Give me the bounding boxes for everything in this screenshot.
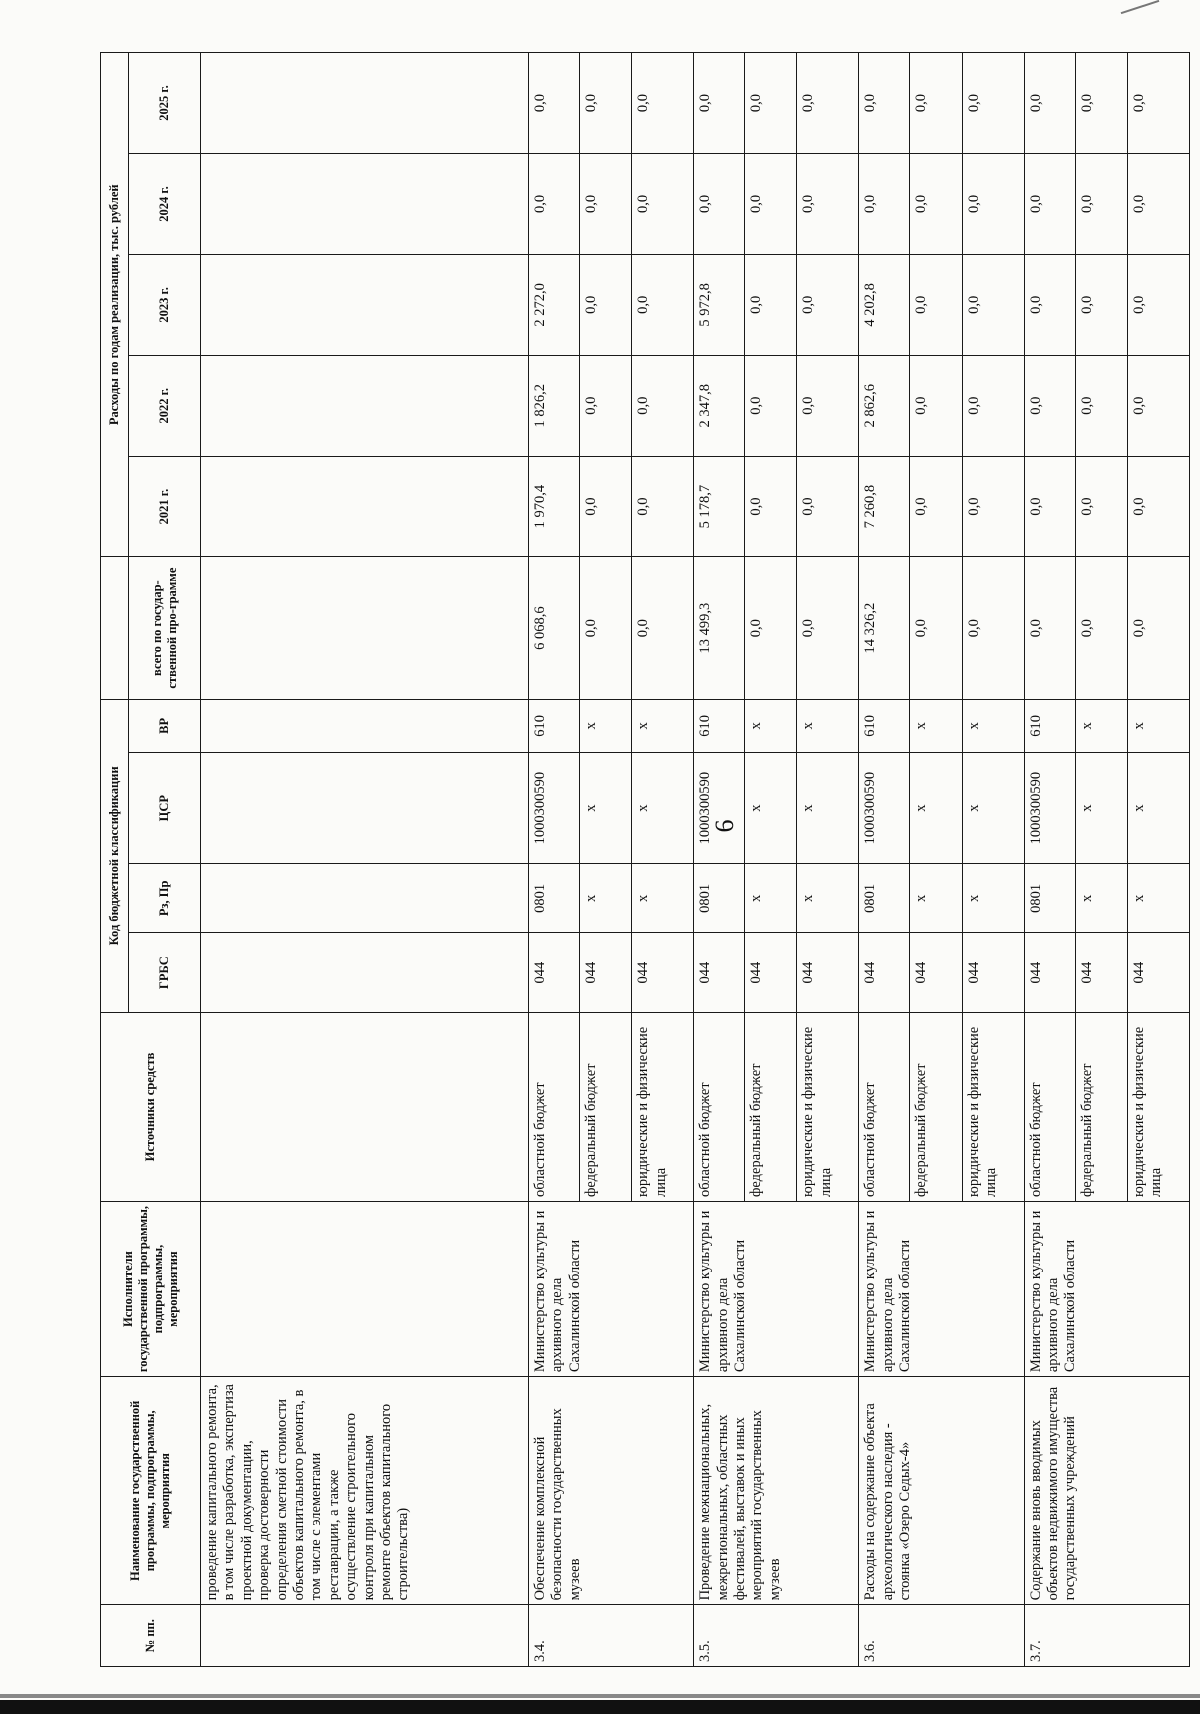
y2024-cell: 0,0 [1024, 154, 1075, 255]
page-number: 6 [710, 819, 739, 833]
source-cell: федеральный бюджет [1075, 1012, 1127, 1201]
grbs-cell: 044 [962, 933, 1024, 1013]
y2024-cell: 0,0 [962, 154, 1024, 255]
y2022-cell: 0,0 [745, 355, 797, 456]
total-cell: 0,0 [580, 557, 632, 699]
y2023-cell: 5 972,8 [694, 254, 745, 355]
csr-cell: х [1127, 752, 1189, 863]
table-row [859, 53, 910, 1667]
scan-mark [1121, 0, 1160, 14]
grbs-cell: 044 [529, 933, 580, 1013]
y2021-cell: 0,0 [1127, 456, 1189, 557]
total-cell: 6 068,6 [529, 557, 580, 699]
header-executor: Исполнители государственной программы, подпрограммы, мероприятия [101, 1201, 201, 1376]
y2021-cell: 0,0 [1024, 456, 1075, 557]
y2024-cell: 0,0 [1075, 154, 1127, 255]
header-2025: 2025 г. [129, 53, 201, 154]
y2025-cell: 0,0 [580, 53, 632, 154]
y2021-cell: 0,0 [745, 456, 797, 557]
header-source: Источники средств [101, 1012, 201, 1201]
y2023-cell: 0,0 [632, 254, 694, 355]
csr-cell: 1000300590 [529, 752, 580, 863]
grbs-cell: 044 [580, 933, 632, 1013]
y2021-cell: 7 260,8 [859, 456, 910, 557]
csr-cell: 1000300590 [694, 752, 745, 863]
header-csr: ЦСР [129, 752, 201, 863]
rzpr-cell: х [910, 864, 962, 933]
activity-name: Обеспечение комплексной безопасности государственных музеев [529, 1377, 694, 1605]
vr-cell: х [1075, 699, 1127, 752]
y2021-cell: 5 178,7 [694, 456, 745, 557]
y2024-cell: 0,0 [632, 154, 694, 255]
y2022-cell: 0,0 [1075, 355, 1127, 456]
vr-cell: 610 [1024, 699, 1075, 752]
y2025-cell: 0,0 [1075, 53, 1127, 154]
executor-name: Министерство культуры и архивного дела Сахалинской области [859, 1201, 1024, 1376]
y2025-cell: 0,0 [962, 53, 1024, 154]
scan-edge-shadow [0, 1694, 1200, 1698]
table-header [101, 53, 201, 1667]
rzpr-cell: х [962, 864, 1024, 933]
y2025-cell: 0,0 [1127, 53, 1189, 154]
y2022-cell: 2 347,8 [694, 355, 745, 456]
table-row [1024, 53, 1075, 1667]
source-cell: федеральный бюджет [745, 1012, 797, 1201]
y2024-cell: 0,0 [859, 154, 910, 255]
total-cell: 0,0 [745, 557, 797, 699]
y2023-cell: 0,0 [745, 254, 797, 355]
y2021-cell: 0,0 [910, 456, 962, 557]
source-cell: областной бюджет [859, 1012, 910, 1201]
vr-cell: 610 [694, 699, 745, 752]
rzpr-cell: х [1127, 864, 1189, 933]
activity-name: Проведение межнациональных, межрегиональных, областных фестивалей, выставок и иных мероприятий государственных музеев [694, 1377, 859, 1605]
grbs-cell: 044 [1127, 933, 1189, 1013]
header-budget-code: Код бюджетной классификации [101, 699, 129, 1012]
executor-name: Министерство культуры и архивного дела Сахалинской области [694, 1201, 859, 1376]
y2022-cell: 0,0 [797, 355, 859, 456]
total-cell: 0,0 [1127, 557, 1189, 699]
y2025-cell: 0,0 [859, 53, 910, 154]
source-cell: юридические и физические лица [797, 1012, 859, 1201]
total-cell: 0,0 [910, 557, 962, 699]
header-2021: 2021 г. [129, 456, 201, 557]
source-cell: федеральный бюджет [910, 1012, 962, 1201]
y2024-cell: 0,0 [529, 154, 580, 255]
header-total: всего по государ-ственной про-грамме [129, 557, 201, 699]
y2023-cell: 0,0 [580, 254, 632, 355]
csr-cell: х [910, 752, 962, 863]
header-num: № пп. [101, 1605, 201, 1667]
vr-cell: х [745, 699, 797, 752]
header-grbs: ГРБС [129, 933, 201, 1013]
y2023-cell: 2 272,0 [529, 254, 580, 355]
y2022-cell: 0,0 [632, 355, 694, 456]
total-cell: 0,0 [1024, 557, 1075, 699]
total-cell: 0,0 [1075, 557, 1127, 699]
y2021-cell: 0,0 [580, 456, 632, 557]
vr-cell: 610 [859, 699, 910, 752]
y2021-cell: 0,0 [632, 456, 694, 557]
vr-cell: х [632, 699, 694, 752]
grbs-cell: 044 [1075, 933, 1127, 1013]
header-name: Наименование государственной программы, подпрограммы, мероприятия [101, 1377, 201, 1605]
table-row [694, 53, 745, 1667]
grbs-cell: 044 [632, 933, 694, 1013]
csr-cell: 1000300590 [859, 752, 910, 863]
source-cell: юридические и физические лица [962, 1012, 1024, 1201]
y2022-cell: 0,0 [962, 355, 1024, 456]
header-rzpr: Рз, Пр [129, 864, 201, 933]
y2022-cell: 0,0 [910, 355, 962, 456]
y2023-cell: 0,0 [962, 254, 1024, 355]
y2022-cell: 0,0 [1127, 355, 1189, 456]
vr-cell: 610 [529, 699, 580, 752]
header-vr: ВР [129, 699, 201, 752]
csr-cell: х [797, 752, 859, 863]
y2025-cell: 0,0 [694, 53, 745, 154]
total-cell: 14 326,2 [859, 557, 910, 699]
total-cell: 0,0 [632, 557, 694, 699]
header-2024: 2024 г. [129, 154, 201, 255]
y2022-cell: 2 862,6 [859, 355, 910, 456]
rzpr-cell: 0801 [1024, 864, 1075, 933]
csr-cell: х [580, 752, 632, 863]
activity-name: Расходы на содержание объекта археологического наследия - стоянка «Озеро Седых-4» [859, 1377, 1024, 1605]
rzpr-cell: 0801 [859, 864, 910, 933]
csr-cell: х [632, 752, 694, 863]
rzpr-cell: х [632, 864, 694, 933]
vr-cell: х [962, 699, 1024, 752]
header-2023: 2023 г. [129, 254, 201, 355]
y2024-cell: 0,0 [1127, 154, 1189, 255]
grbs-cell: 044 [797, 933, 859, 1013]
y2021-cell: 1 970,4 [529, 456, 580, 557]
rzpr-cell: х [745, 864, 797, 933]
y2021-cell: 0,0 [797, 456, 859, 557]
y2023-cell: 0,0 [1127, 254, 1189, 355]
total-cell: 13 499,3 [694, 557, 745, 699]
rzpr-cell: 0801 [694, 864, 745, 933]
activity-name: Содержание вновь вводимых объектов недвижимого имущества государственных учреждений [1024, 1377, 1189, 1605]
table-row [529, 53, 580, 1667]
y2022-cell: 0,0 [1024, 355, 1075, 456]
vr-cell: х [910, 699, 962, 752]
grbs-cell: 044 [694, 933, 745, 1013]
y2024-cell: 0,0 [745, 154, 797, 255]
grbs-cell: 044 [859, 933, 910, 1013]
y2024-cell: 0,0 [694, 154, 745, 255]
scan-edge [0, 1700, 1200, 1714]
source-cell: областной бюджет [529, 1012, 580, 1201]
y2023-cell: 4 202,8 [859, 254, 910, 355]
csr-cell: х [745, 752, 797, 863]
csr-cell: 1000300590 [1024, 752, 1075, 863]
y2024-cell: 0,0 [797, 154, 859, 255]
source-cell: юридические и физические лица [1127, 1012, 1189, 1201]
executor-name: Министерство культуры и архивного дела Сахалинской области [529, 1201, 694, 1376]
y2024-cell: 0,0 [910, 154, 962, 255]
vr-cell: х [1127, 699, 1189, 752]
source-cell: федеральный бюджет [580, 1012, 632, 1201]
y2024-cell: 0,0 [580, 154, 632, 255]
header-blank [101, 557, 129, 699]
y2025-cell: 0,0 [529, 53, 580, 154]
csr-cell: х [1075, 752, 1127, 863]
row-number: 3.4. [529, 1605, 694, 1667]
rotated-table-container [100, 52, 1190, 1667]
header-expenses: Расходы по годам реализации, тыс. рублей [101, 53, 129, 557]
source-cell: юридические и физические лица [632, 1012, 694, 1201]
source-cell: областной бюджет [694, 1012, 745, 1201]
vr-cell: х [580, 699, 632, 752]
total-cell: 0,0 [962, 557, 1024, 699]
executor-name: Министерство культуры и архивного дела Сахалинской области [1024, 1201, 1189, 1376]
row-number: 3.5. [694, 1605, 859, 1667]
header-2022: 2022 г. [129, 355, 201, 456]
rzpr-cell: 0801 [529, 864, 580, 933]
y2021-cell: 0,0 [962, 456, 1024, 557]
rzpr-cell: х [797, 864, 859, 933]
rzpr-cell: х [1075, 864, 1127, 933]
y2025-cell: 0,0 [910, 53, 962, 154]
y2023-cell: 0,0 [1075, 254, 1127, 355]
grbs-cell: 044 [1024, 933, 1075, 1013]
row-number: 3.7. [1024, 1605, 1189, 1667]
y2023-cell: 0,0 [910, 254, 962, 355]
grbs-cell: 044 [910, 933, 962, 1013]
y2023-cell: 0,0 [797, 254, 859, 355]
grbs-cell: 044 [745, 933, 797, 1013]
total-cell: 0,0 [797, 557, 859, 699]
y2021-cell: 0,0 [1075, 456, 1127, 557]
row-number: 3.6. [859, 1605, 1024, 1667]
y2025-cell: 0,0 [1024, 53, 1075, 154]
csr-cell: х [962, 752, 1024, 863]
y2025-cell: 0,0 [797, 53, 859, 154]
y2023-cell: 0,0 [1024, 254, 1075, 355]
y2022-cell: 1 826,2 [529, 355, 580, 456]
table-body [529, 53, 1190, 1667]
rzpr-cell: х [580, 864, 632, 933]
continuation-row [201, 53, 529, 1667]
continuation-text: проведение капитального ремонта, в том числе разработка, экспертиза проектной документации, проверка достоверности определения сметной стоимости объектов капитального ремонта, в том числе с элементами реставрации, а также осуществление строительного контроля при капитальном ремонте объектов капитального строительства) [201, 1377, 529, 1605]
y2025-cell: 0,0 [632, 53, 694, 154]
y2022-cell: 0,0 [580, 355, 632, 456]
y2025-cell: 0,0 [745, 53, 797, 154]
vr-cell: х [797, 699, 859, 752]
source-cell: областной бюджет [1024, 1012, 1075, 1201]
budget-table [100, 52, 1190, 1667]
